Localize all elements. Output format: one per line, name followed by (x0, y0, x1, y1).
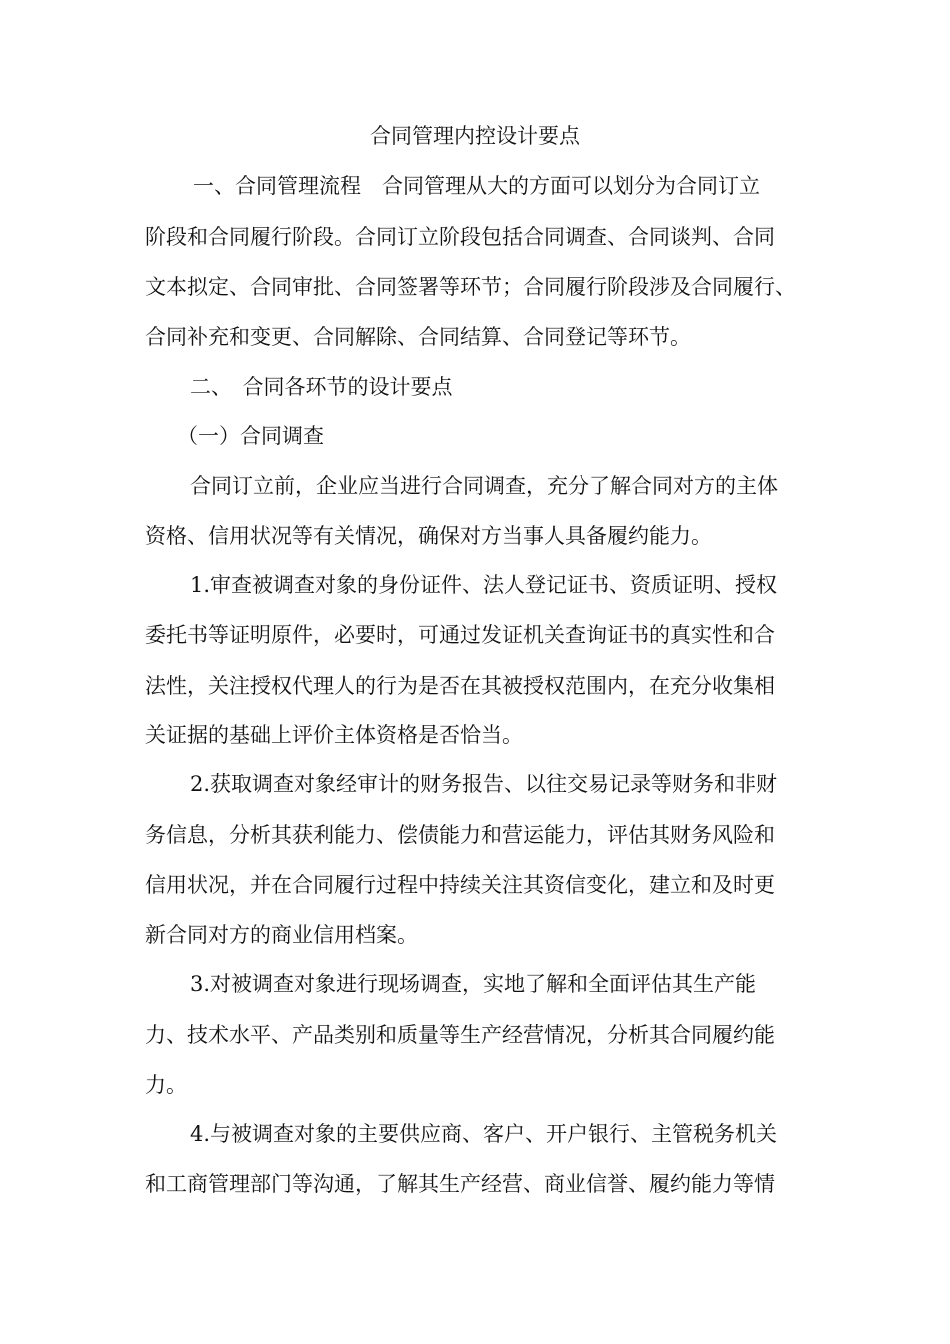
paragraph-line: 新合同对方的商业信用档案。 (145, 923, 418, 947)
section-heading: 二、 合同各环节的设计要点 (190, 375, 453, 399)
paragraph-line: 合同订立前，企业应当进行合同调查，充分了解合同对方的主体 (190, 474, 778, 498)
paragraph-line: 力。 (145, 1073, 187, 1097)
paragraph-line: 委托书等证明原件，必要时，可通过发证机关查询证书的真实性和合 (145, 623, 775, 647)
subsection-heading: （一）合同调查 (177, 424, 324, 448)
paragraph-line: 2.获取调查对象经审计的财务报告、以往交易记录等财务和非财 (190, 772, 778, 796)
paragraph-line: 关证据的基础上评价主体资格是否恰当。 (145, 723, 523, 747)
paragraph-line: 和工商管理部门等沟通，了解其生产经营、商业信誉、履约能力等情 (145, 1172, 775, 1196)
paragraph-line: 资格、信用状况等有关情况，确保对方当事人具备履约能力。 (145, 524, 712, 548)
paragraph-line: 4.与被调查对象的主要供应商、客户、开户银行、主管税务机关 (190, 1122, 778, 1146)
paragraph-line: 阶段和合同履行阶段。合同订立阶段包括合同调查、合同谈判、合同 (145, 225, 775, 249)
document-title: 合同管理内控设计要点 (370, 124, 580, 148)
paragraph-line: 1.审查被调查对象的身份证件、法人登记证书、资质证明、授权 (190, 573, 778, 597)
paragraph-line: 一、合同管理流程 合同管理从大的方面可以划分为合同订立 (193, 174, 760, 198)
paragraph-line: 务信息，分析其获利能力、偿债能力和营运能力，评估其财务风险和 (145, 823, 775, 847)
paragraph-line: 力、技术水平、产品类别和质量等生产经营情况，分析其合同履约能 (145, 1023, 775, 1047)
paragraph-line: 法性，关注授权代理人的行为是否在其被授权范围内，在充分收集相 (145, 674, 775, 698)
paragraph-line: 3.对被调查对象进行现场调查，实地了解和全面评估其生产能 (190, 972, 757, 996)
paragraph-line: 信用状况，并在合同履行过程中持续关注其资信变化，建立和及时更 (145, 873, 775, 897)
paragraph-line: 合同补充和变更、合同解除、合同结算、合同登记等环节。 (145, 325, 691, 349)
paragraph-line: 文本拟定、合同审批、合同签署等环节；合同履行阶段涉及合同履行、 (145, 275, 796, 299)
